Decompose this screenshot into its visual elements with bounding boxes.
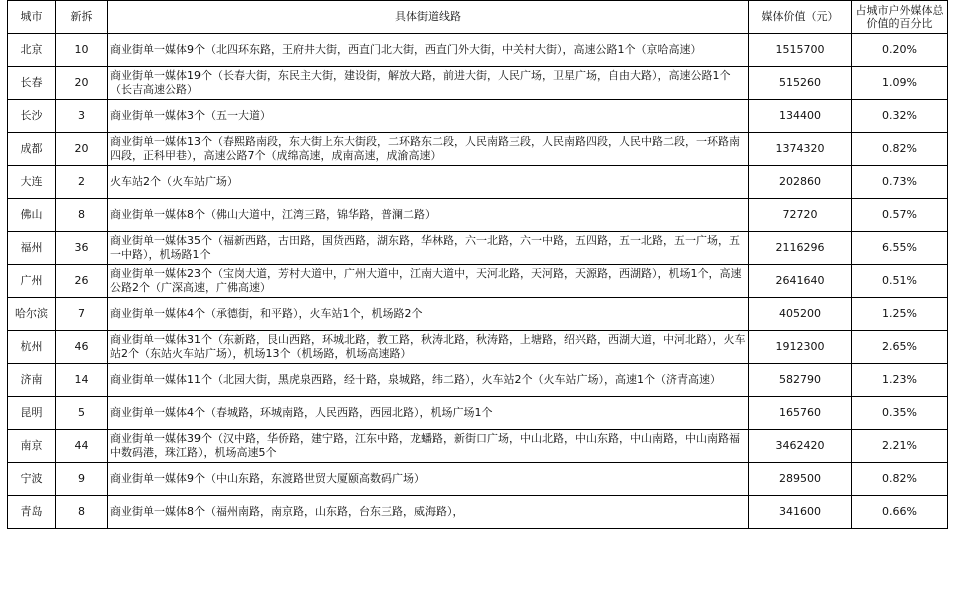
count-cell: 8 [56, 496, 108, 529]
count-cell: 7 [56, 298, 108, 331]
percent-cell: 1.09% [852, 67, 948, 100]
value-cell: 3462420 [749, 430, 852, 463]
table-row [8, 364, 948, 397]
percent-cell: 0.57% [852, 199, 948, 232]
table-row [8, 265, 948, 298]
city-cell: 济南 [8, 364, 56, 397]
percent-cell: 0.32% [852, 100, 948, 133]
value-cell: 515260 [749, 67, 852, 100]
percent-cell: 0.66% [852, 496, 948, 529]
city-cell: 青岛 [8, 496, 56, 529]
city-cell: 北京 [8, 34, 56, 67]
table-row [8, 199, 948, 232]
routes-cell: 商业街单一媒体8个（佛山大道中，江湾三路，锦华路，普澜二路） [108, 199, 749, 232]
count-cell: 9 [56, 463, 108, 496]
table-body [8, 34, 948, 529]
count-cell: 44 [56, 430, 108, 463]
percent-cell: 0.82% [852, 133, 948, 166]
table-row [8, 166, 948, 199]
routes-cell: 商业街单一媒体9个（中山东路，东渡路世贸大厦颐高数码广场） [108, 463, 749, 496]
table-row [8, 34, 948, 67]
routes-cell: 商业街单一媒体3个（五一大道） [108, 100, 749, 133]
count-cell: 8 [56, 199, 108, 232]
table-row [8, 67, 948, 100]
value-cell: 582790 [749, 364, 852, 397]
count-cell: 20 [56, 67, 108, 100]
table-row [8, 133, 948, 166]
routes-cell: 商业街单一媒体35个（福新西路，古田路，国货西路，湖东路，华林路，六一北路，六一中路，五四路，五一北路，五一广场，五一中路），机场路1个 [108, 232, 749, 265]
count-cell: 5 [56, 397, 108, 430]
percent-cell: 2.21% [852, 430, 948, 463]
count-cell: 10 [56, 34, 108, 67]
value-cell: 1515700 [749, 34, 852, 67]
city-cell: 长沙 [8, 100, 56, 133]
value-cell: 405200 [749, 298, 852, 331]
city-cell: 福州 [8, 232, 56, 265]
count-cell: 46 [56, 331, 108, 364]
table-row [8, 331, 948, 364]
media-table [7, 0, 948, 529]
percent-cell: 0.35% [852, 397, 948, 430]
percent-cell: 0.51% [852, 265, 948, 298]
city-cell: 成都 [8, 133, 56, 166]
routes-cell: 商业街单一媒体8个（福州南路，南京路，山东路，台东三路，威海路）， [108, 496, 749, 529]
city-cell: 大连 [8, 166, 56, 199]
value-cell: 134400 [749, 100, 852, 133]
percent-cell: 0.20% [852, 34, 948, 67]
header-value: 媒体价值（元） [749, 1, 852, 34]
routes-cell: 商业街单一媒体4个（承德街，和平路），火车站1个，机场路2个 [108, 298, 749, 331]
table-row [8, 496, 948, 529]
count-cell: 36 [56, 232, 108, 265]
count-cell: 14 [56, 364, 108, 397]
value-cell: 1912300 [749, 331, 852, 364]
city-cell: 南京 [8, 430, 56, 463]
count-cell: 2 [56, 166, 108, 199]
table-row [8, 100, 948, 133]
percent-cell: 0.73% [852, 166, 948, 199]
table-row [8, 463, 948, 496]
table-row [8, 430, 948, 463]
routes-cell: 商业街单一媒体13个（春熙路南段，东大街上东大街段，二环路东二段，人民南路三段，人民南路四段，人民中路二段，一环路南四段，正科甲巷），高速公路7个（成绵高速，成南高速，成渝高速） [108, 133, 749, 166]
percent-cell: 6.55% [852, 232, 948, 265]
value-cell: 165760 [749, 397, 852, 430]
table-row [8, 298, 948, 331]
percent-cell: 0.82% [852, 463, 948, 496]
value-cell: 341600 [749, 496, 852, 529]
city-cell: 杭州 [8, 331, 56, 364]
table-row [8, 397, 948, 430]
percent-cell: 1.25% [852, 298, 948, 331]
header-percent: 占城市户外媒体总价值的百分比 [852, 1, 948, 34]
city-cell: 长春 [8, 67, 56, 100]
value-cell: 2641640 [749, 265, 852, 298]
count-cell: 20 [56, 133, 108, 166]
count-cell: 3 [56, 100, 108, 133]
count-cell: 26 [56, 265, 108, 298]
routes-cell: 商业街单一媒体23个（宝岗大道，芳村大道中，广州大道中，江南大道中，天河北路，天河路，天源路，西湖路），机场1个，高速公路2个（广深高速，广佛高速） [108, 265, 749, 298]
routes-cell: 商业街单一媒体9个（北四环东路，王府井大街，西直门北大街，西直门外大街，中关村大街），高速公路1个（京哈高速） [108, 34, 749, 67]
percent-cell: 1.23% [852, 364, 948, 397]
city-cell: 广州 [8, 265, 56, 298]
city-cell: 昆明 [8, 397, 56, 430]
routes-cell: 商业街单一媒体11个（北园大街，黑虎泉西路，经十路，泉城路，纬二路），火车站2个（火车站广场），高速1个（济青高速） [108, 364, 749, 397]
table-row [8, 232, 948, 265]
city-cell: 佛山 [8, 199, 56, 232]
header-routes: 具体街道线路 [108, 1, 749, 34]
header-city: 城市 [8, 1, 56, 34]
header-count: 新拆 [56, 1, 108, 34]
city-cell: 宁波 [8, 463, 56, 496]
value-cell: 202860 [749, 166, 852, 199]
header-row [8, 1, 948, 34]
routes-cell: 商业街单一媒体4个（春城路，环城南路，人民西路，西园北路），机场广场1个 [108, 397, 749, 430]
value-cell: 72720 [749, 199, 852, 232]
value-cell: 289500 [749, 463, 852, 496]
value-cell: 1374320 [749, 133, 852, 166]
routes-cell: 火车站2个（火车站广场） [108, 166, 749, 199]
routes-cell: 商业街单一媒体19个（长春大街，东民主大街，建设街，解放大路，前进大街，人民广场，卫星广场，自由大路），高速公路1个（长吉高速公路） [108, 67, 749, 100]
routes-cell: 商业街单一媒体39个（汉中路，华侨路，建宁路，江东中路，龙蟠路，新街口广场，中山北路，中山东路，中山南路，中山南路福中数码港，珠江路），机场高速5个 [108, 430, 749, 463]
city-cell: 哈尔滨 [8, 298, 56, 331]
percent-cell: 2.65% [852, 331, 948, 364]
routes-cell: 商业街单一媒体31个（东新路，艮山西路，环城北路，教工路，秋涛北路，秋涛路，上塘路，绍兴路，西湖大道，中河北路），火车站2个（东站火车站广场），机场13个（机场路，机场高速路） [108, 331, 749, 364]
value-cell: 2116296 [749, 232, 852, 265]
